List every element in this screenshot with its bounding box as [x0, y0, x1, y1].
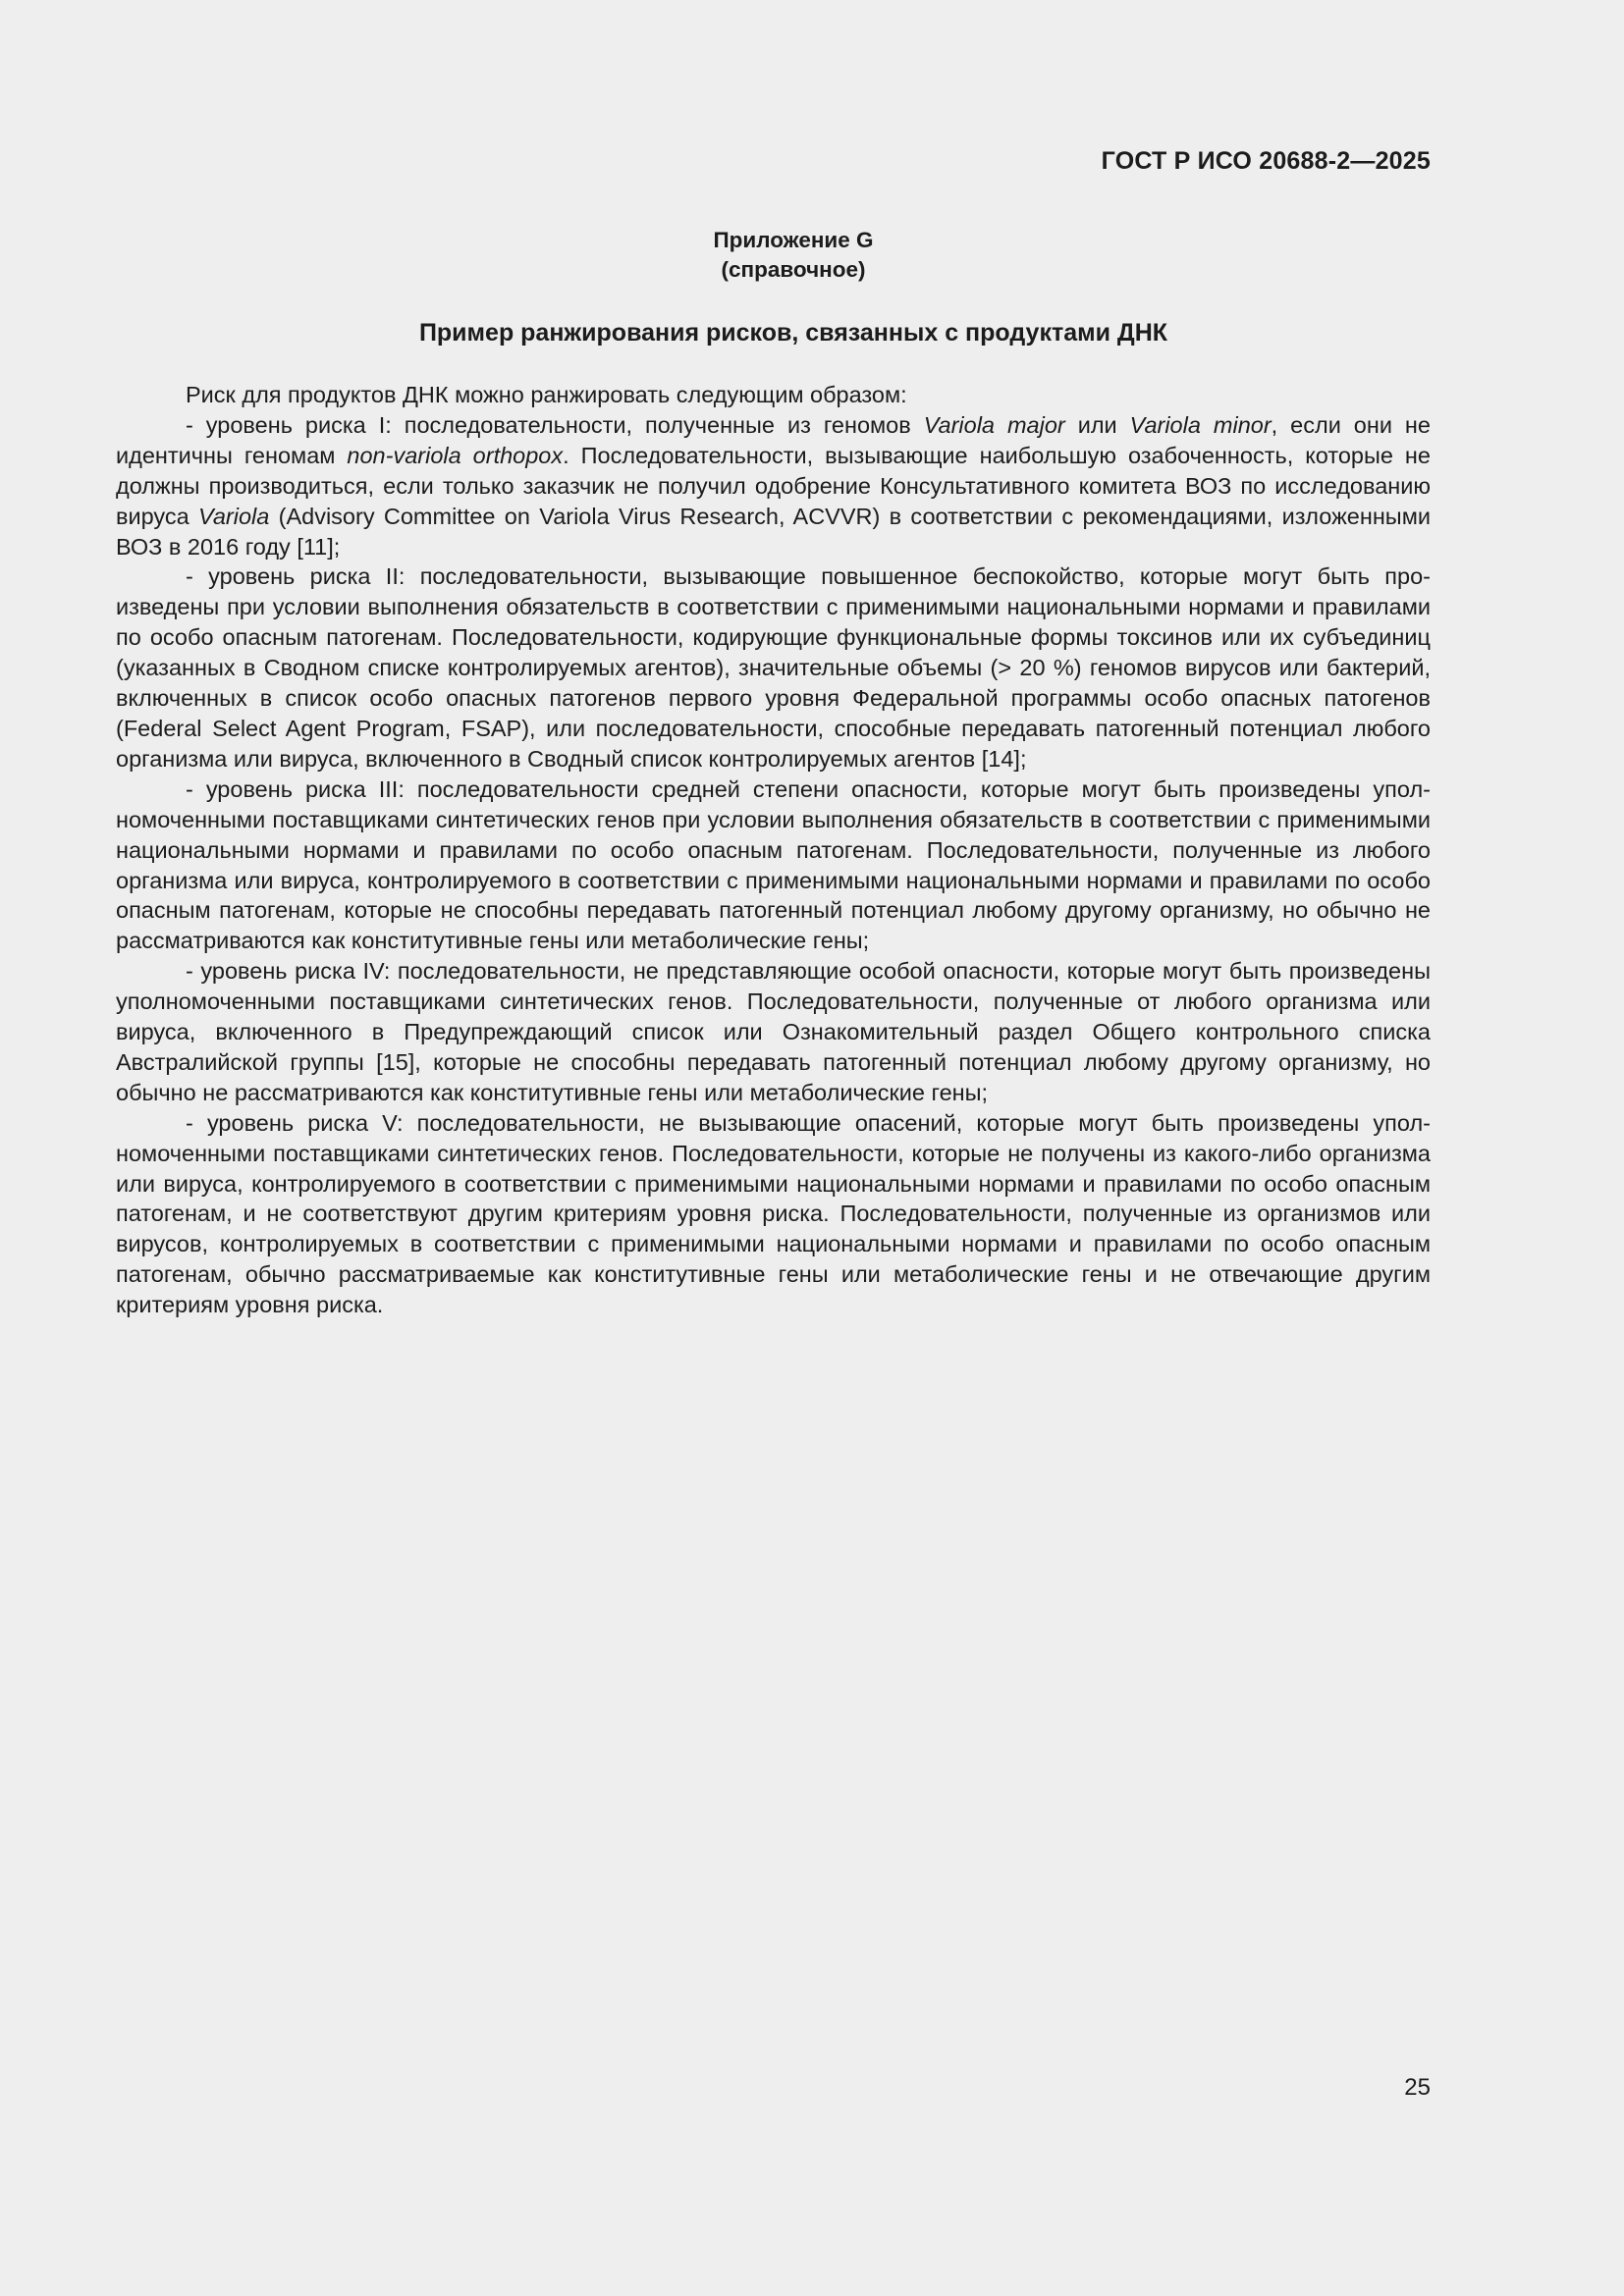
paragraph-text: - уровень риска IV: последовательности, не представляющие особой опасности, которые могут быть произведены уполномоченными поставщиками синтетических генов. Последовательности, полученные от любого организма или вируса, включенного в Предупреждающий список или Ознакомительный раздел Общего контрольного списка Австралийской группы [15], которые не способны передавать патогенный потенциал любому другому организму, но обычно не рассматриваются как конститутивные гены или метаболические гены; — [116, 958, 1431, 1105]
document-code: ГОСТ Р ИСО 20688-2—2025 — [1101, 147, 1431, 175]
risk-level-list — [116, 410, 1431, 1320]
page-number: 25 — [1404, 2074, 1431, 2101]
risk-level-paragraph — [116, 774, 1431, 956]
annex-heading — [0, 226, 1587, 285]
paragraph-text: - уровень риска V: последовательности, не вызывающие опасений, которые могут быть произведены уполномоченными поставщиками синтетических генов. Последовательности, которые не получены из какого-либо организма или вируса, контролируемого в соответствии с применимыми национальными нормами и правилами по особо опасным патогенам, и не соответствуют другим критериям уровня риска. Последовательности, полученные из организмов или вирусов, контролируемых в соответствии с применимыми национальными нормами и правилами по особо опасным патогенам, обычно рассматриваемые как конститутивные гены или метаболические гены и не отвечающие другим критериям уровня риска. — [116, 1109, 1431, 1318]
paragraph-text: , если они не идентичны геномам — [116, 411, 1431, 468]
italic-term: Variola — [198, 503, 270, 529]
intro-paragraph: Риск для продуктов ДНК можно ранжировать следующим образом: — [186, 382, 907, 407]
paragraph-text: - уровень риска I: последовательности, полученные из геномов — [186, 411, 924, 438]
annex-title: Приложение G — [713, 228, 874, 252]
paragraph-text: - уровень риска III: последовательности средней степени опасности, которые могут быть произведены уполномоченными поставщиками синтетических генов при условии выполнения обязательств в соответствии с применимыми национальными нормами и правилами по особо опасным патогенам. Последовательности, полученные из любого организма или вируса, контролируемого в соответствии с применимыми национальными нормами и правилами по особо опасным патогенам, которые не способны передавать патогенный потенциал любому другому организму, но обычно не рассматриваются как конститутивные гены или метаболические гены; — [116, 775, 1431, 954]
risk-level-paragraph — [116, 410, 1431, 562]
paragraph-text: . Последовательности, вызывающие наибольшую озабоченность, которые не должны производиться, если только заказчик не получил одобрение Консультативного комитета ВОЗ по исследованию вируса — [116, 442, 1431, 529]
risk-level-paragraph — [116, 1108, 1431, 1320]
paragraph-text: (Advisory Committee on Variola Virus Research, ACVVR) в соответствии с рекомендациями, изложенными ВОЗ в 2016 году [11]; — [116, 503, 1431, 560]
risk-level-paragraph — [116, 956, 1431, 1108]
italic-term: non-variola orthopox — [347, 442, 564, 468]
italic-term: Variola major — [923, 411, 1065, 438]
body-text — [116, 380, 1431, 1320]
risk-level-paragraph — [116, 561, 1431, 774]
paragraph-text: или — [1064, 411, 1130, 438]
paragraph-text: - уровень риска II: последовательности, вызывающие повышенное беспокойство, которые могут быть произведены при условии выполнения обязательств в соответствии с применимыми национальными нормами и правилами по особо опасным патогенам. Последовательности, кодирующие функциональные формы токсинов или их субъединиц (указанных в Сводном списке контролируемых агентов), значительные объемы (> 20 %) геномов вирусов или бактерий, включенных в список особо опасных патогенов первого уровня Федеральной программы особо опасных патогенов (Federal Select Agent Program, FSAP), или последовательности, способные передавать патогенный потенциал любого организма или вируса, включенного в Сводный список контролируемых агентов [14]; — [116, 563, 1431, 772]
italic-term: Variola minor — [1129, 411, 1272, 438]
section-title: Пример ранжирования рисков, связанных с продуктами ДНК — [418, 319, 1168, 347]
annex-type: (справочное) — [721, 257, 866, 282]
